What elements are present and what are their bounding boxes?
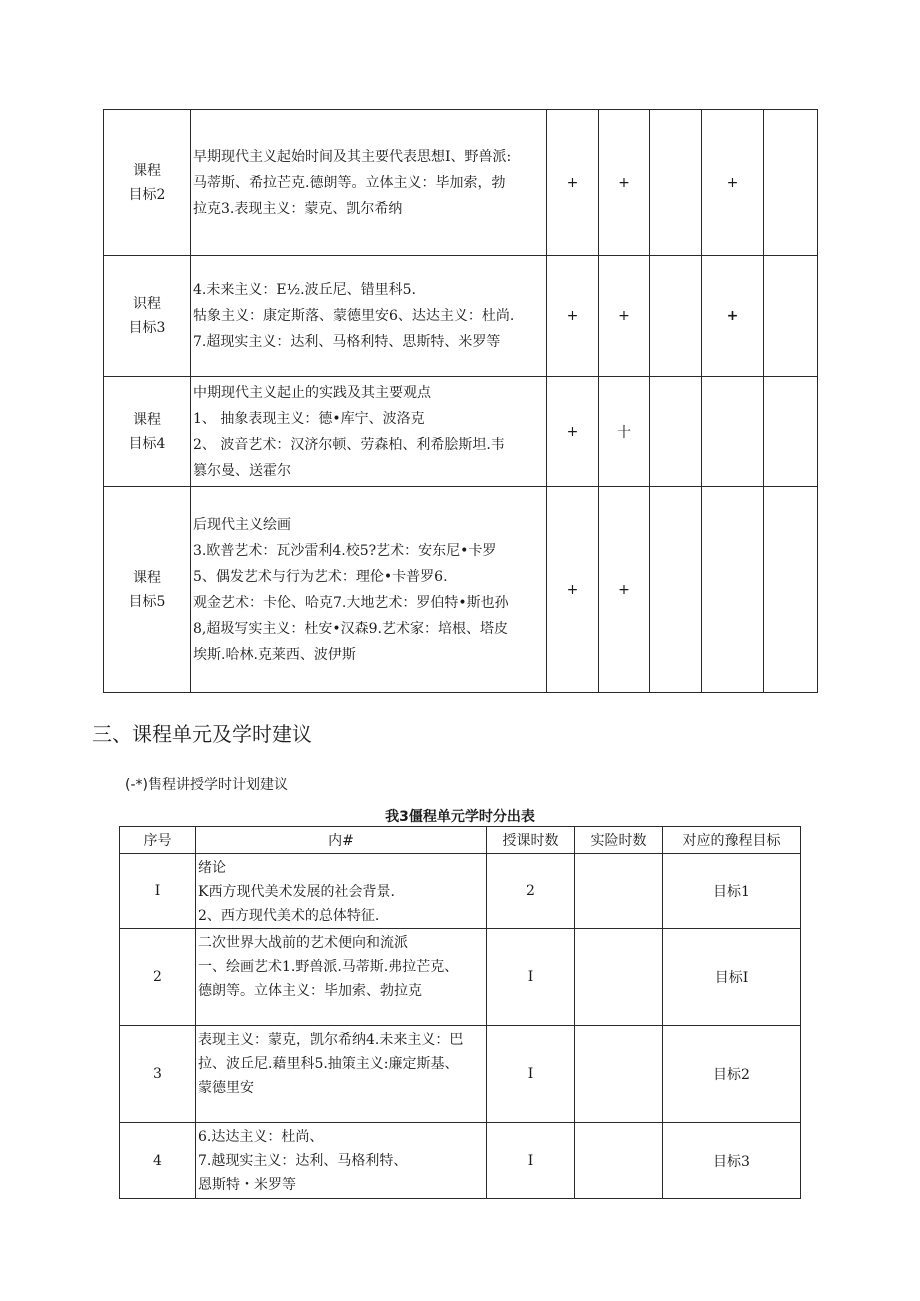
unit-seq: 3 xyxy=(120,1026,196,1123)
table-row xyxy=(120,1026,801,1123)
objective-mark xyxy=(650,377,702,487)
unit-lab-hours xyxy=(575,1123,663,1199)
objective-mark: + xyxy=(547,487,599,693)
objective-label: 课程 目标2 xyxy=(104,110,191,256)
table-header-row xyxy=(120,827,801,854)
objective-label: 课程 目标5 xyxy=(104,487,191,693)
table-row xyxy=(104,256,818,377)
objective-label: 识程 目标3 xyxy=(104,256,191,377)
objective-mark: + xyxy=(599,256,650,377)
section-heading: 三、课程单元及学时建议 xyxy=(92,722,312,746)
objective-mark xyxy=(702,487,764,693)
table-row xyxy=(104,487,818,693)
table-row xyxy=(104,110,818,256)
unit-content: 6.达达主义：杜尚、 7.越现实主义：达利、马格利特、 恩斯特・米罗等 xyxy=(196,1123,487,1199)
objective-mark: + xyxy=(702,256,764,377)
header-target: 对应的豫程目标 xyxy=(663,827,801,854)
objective-mark: + xyxy=(702,110,764,256)
unit-target: 目标1 xyxy=(663,854,801,929)
table-row xyxy=(104,377,818,487)
unit-lab-hours xyxy=(575,1026,663,1123)
sub-heading: (-*)售程讲授学时计划建议 xyxy=(125,777,288,793)
units-table xyxy=(119,826,801,1199)
unit-content: 二次世界大战前的艺术便向和流派 一、绘画艺术1.野兽派.马蒂斯.弗拉芒克、 德朗等。立体主义：毕加索、勃拉克 xyxy=(196,929,487,1026)
unit-target: 目标I xyxy=(663,929,801,1026)
objective-mark xyxy=(764,110,818,256)
objective-mark xyxy=(702,377,764,487)
objective-mark xyxy=(764,377,818,487)
header-seq: 序号 xyxy=(120,827,196,854)
objective-mark: + xyxy=(547,377,599,487)
unit-target: 目标2 xyxy=(663,1026,801,1123)
table-row xyxy=(120,1123,801,1199)
objective-mark: + xyxy=(599,487,650,693)
header-lab-hours: 实险时数 xyxy=(575,827,663,854)
objective-mark xyxy=(650,256,702,377)
objective-mark xyxy=(764,256,818,377)
unit-lecture-hours: 2 xyxy=(487,854,575,929)
objective-mark xyxy=(650,110,702,256)
unit-lecture-hours: I xyxy=(487,929,575,1026)
unit-lab-hours xyxy=(575,854,663,929)
objective-mark: + xyxy=(547,256,599,377)
unit-seq: 4 xyxy=(120,1123,196,1199)
unit-target: 目标3 xyxy=(663,1123,801,1199)
objective-content: 后现代主义绘画 3.欧普艺术：瓦沙雷利4.校5?艺术：安东尼•卡罗 5、偶发艺术与行为艺术：理伦•卡普罗6. 观金艺术：卡伦、哈克7.大地艺术：罗伯特•斯也孙 8,超圾写实主义：杜安•汉森9.艺术家：培根、塔皮 埃斯.哈林.克莱西、波伊斯 xyxy=(191,487,547,693)
table-row xyxy=(120,854,801,929)
objective-mark: + xyxy=(599,110,650,256)
unit-lecture-hours: I xyxy=(487,1123,575,1199)
unit-seq: I xyxy=(120,854,196,929)
unit-content: 绪论 K西方现代美术发展的社会背景. 2、西方现代美术的总体特征. xyxy=(196,854,487,929)
table-row xyxy=(120,929,801,1026)
unit-content: 表现主义：蒙克，凯尔希纳4.未来主义：巴 拉、波丘尼.藉里科5.抽策主义:廉定斯基、 蒙德里安 xyxy=(196,1026,487,1123)
unit-seq: 2 xyxy=(120,929,196,1026)
table-caption: 我3僵程单元学时分出表 xyxy=(385,809,535,825)
objective-mark xyxy=(764,487,818,693)
header-lecture-hours: 授课时数 xyxy=(487,827,575,854)
objective-mark xyxy=(650,487,702,693)
objective-content: 4.未来主义：E½.波丘尼、错里科5. 牯象主义：康定斯落、蒙德里安6、达达主义：杜尚. 7.超现实主义：达利、马格利特、思斯特、米罗等 xyxy=(191,256,547,377)
unit-lab-hours xyxy=(575,929,663,1026)
objectives-table xyxy=(103,109,818,693)
objective-content: 中期现代主义起止的实践及其主要观点 1、 抽象表现主义：德•库宁、波洛克 2、 波音艺术：汉济尔顿、劳森柏、利希脍斯坦.韦 篡尔曼、送霍尔 xyxy=(191,377,547,487)
objective-mark: 十 xyxy=(599,377,650,487)
objective-label: 课程 目标4 xyxy=(104,377,191,487)
unit-lecture-hours: I xyxy=(487,1026,575,1123)
objective-mark: + xyxy=(547,110,599,256)
header-content: 内# xyxy=(196,827,487,854)
objective-content: 早期现代主义起始时间及其主要代表思想I、野兽派: 马蒂斯、希拉芒克.德朗等。立体主义：毕加索，勃 拉克3.表现主义：蒙克、凯尔希纳 xyxy=(191,110,547,256)
